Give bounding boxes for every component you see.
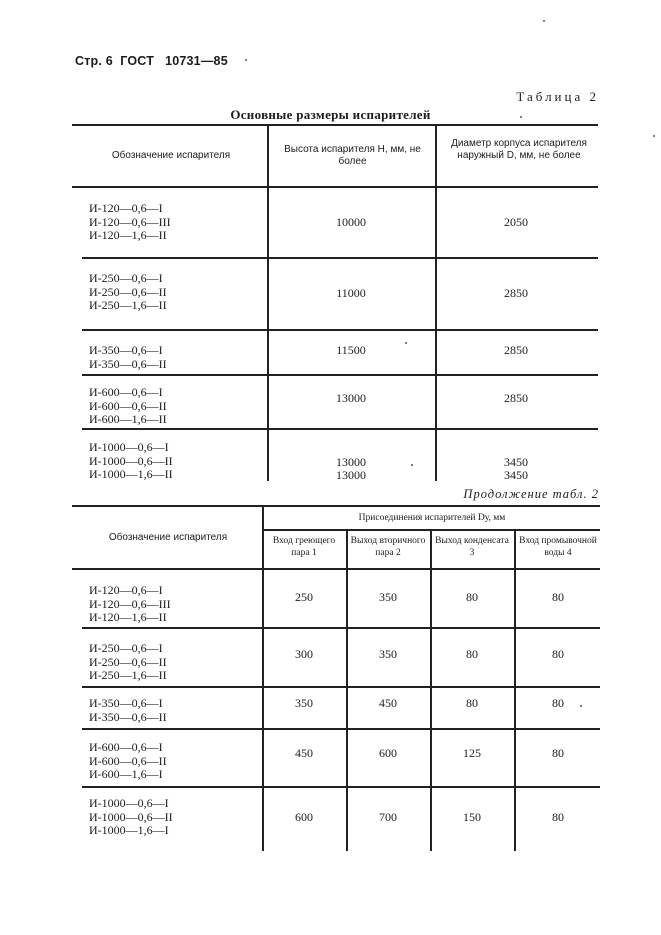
table2-row-names: И-600—0,6—I И-600—0,6—II И-600—1,6—I [89, 740, 167, 781]
scan-speck [580, 705, 582, 707]
table2-header-wash-water: Вход промывочной воды 4 [519, 536, 597, 558]
table1-row-names: И-250—0,6—I И-250—0,6—II И-250—1,6—II [89, 271, 167, 312]
table2-header-condensate: Выход конденсата 3 [435, 536, 509, 558]
table1-diameter-value: 3450 3450 [504, 455, 528, 482]
table2-value: 150 [463, 810, 481, 824]
table2-col-divider [430, 529, 432, 851]
table2-value: 350 [295, 696, 313, 710]
table2-row-rule [82, 627, 600, 629]
table1-height-value: 13000 13000 [336, 455, 366, 482]
table2-value: 125 [463, 746, 481, 760]
standard-number: 10731—85 [165, 54, 228, 68]
table2-header-rule [72, 568, 600, 570]
table2-value: 80 [466, 590, 478, 604]
table2-col-divider [514, 529, 516, 851]
table1-row-names: И-1000—0,6—I И-1000—0,6—II И-1000—1,6—II [89, 440, 173, 481]
scan-speck [245, 59, 247, 61]
page-header [75, 54, 228, 68]
table2-value: 80 [466, 696, 478, 710]
scan-speck [543, 20, 545, 22]
scan-speck [520, 116, 522, 118]
table2-header-designation: Обозначение испарителя [108, 532, 228, 543]
table1-row-names: И-120—0,6—I И-120—0,6—III И-120—1,6—II [89, 201, 171, 242]
table1-height-value: 10000 [336, 215, 366, 229]
table2-header-secondary-steam: Выход вторичного пара 2 [350, 536, 426, 558]
table1-diameter-value: 2850 [504, 286, 528, 300]
table2-value: 350 [379, 590, 397, 604]
table2-row-rule [82, 728, 600, 730]
table1-row-rule [82, 329, 598, 331]
table1-row-names: И-600—0,6—I И-600—0,6—II И-600—1,6—II [89, 385, 167, 426]
table2-row-names: И-350—0,6—I И-350—0,6—II [89, 696, 167, 724]
table2-row-rule [82, 686, 600, 688]
table2-value: 80 [552, 590, 564, 604]
table2-value: 80 [552, 810, 564, 824]
scan-speck [411, 464, 413, 466]
table1-top-rule [72, 124, 598, 126]
table2-value: 250 [295, 590, 313, 604]
table-label: Таблица 2 [516, 89, 599, 104]
table1-diameter-value: 2850 [504, 391, 528, 405]
standard-label: ГОСТ [120, 54, 155, 68]
table2-value: 600 [379, 746, 397, 760]
scan-speck [653, 135, 655, 137]
table1-header-designation: Обозначение испарителя [111, 150, 231, 161]
table2-value: 80 [552, 746, 564, 760]
table1-header-height: Высота испарителя H, мм, не более [284, 144, 421, 167]
table1-height-value: 11000 [336, 286, 366, 300]
table-title: Основные размеры испарителей [230, 107, 431, 122]
table2-row-names: И-1000—0,6—I И-1000—0,6—II И-1000—1,6—I [89, 796, 173, 837]
scan-speck [405, 342, 407, 344]
table1-height-value: 11500 [336, 343, 366, 357]
table1-header-diameter: Диаметр корпуса испарителя наружный D, мм, не более [451, 138, 587, 161]
page-number: Стр. 6 [75, 54, 113, 68]
table2-row-rule [82, 786, 600, 788]
continuation-label: Продолжение табл. 2 [463, 487, 599, 501]
table2-value: 700 [379, 810, 397, 824]
table2-value: 600 [295, 810, 313, 824]
table1-row-rule [82, 428, 598, 430]
table2-value: 450 [379, 696, 397, 710]
table2-col-divider [346, 529, 348, 851]
table2-row-names: И-120—0,6—I И-120—0,6—III И-120—1,6—II [89, 583, 171, 624]
table2-value: 300 [295, 647, 313, 661]
table2-value: 450 [295, 746, 313, 760]
table1-height-value: 13000 [336, 391, 366, 405]
table2-header-group: Присоединения испарителей Dу, мм [358, 513, 506, 523]
table2-value: 350 [379, 647, 397, 661]
table1-row-rule [82, 257, 598, 259]
table2-top-rule [72, 505, 600, 507]
table1-row-rule [82, 374, 598, 376]
table2-value: 80 [552, 696, 564, 710]
table2-header-inlet-steam: Вход греющего пара 1 [272, 536, 336, 558]
table1-header-rule [72, 186, 598, 188]
table2-row-names: И-250—0,6—I И-250—0,6—II И-250—1,6—II [89, 641, 167, 682]
table1-diameter-value: 2050 [504, 215, 528, 229]
table2-value: 80 [466, 647, 478, 661]
table1-row-names: И-350—0,6—I И-350—0,6—II [89, 343, 167, 371]
table1-diameter-value: 2850 [504, 343, 528, 357]
table2-value: 80 [552, 647, 564, 661]
